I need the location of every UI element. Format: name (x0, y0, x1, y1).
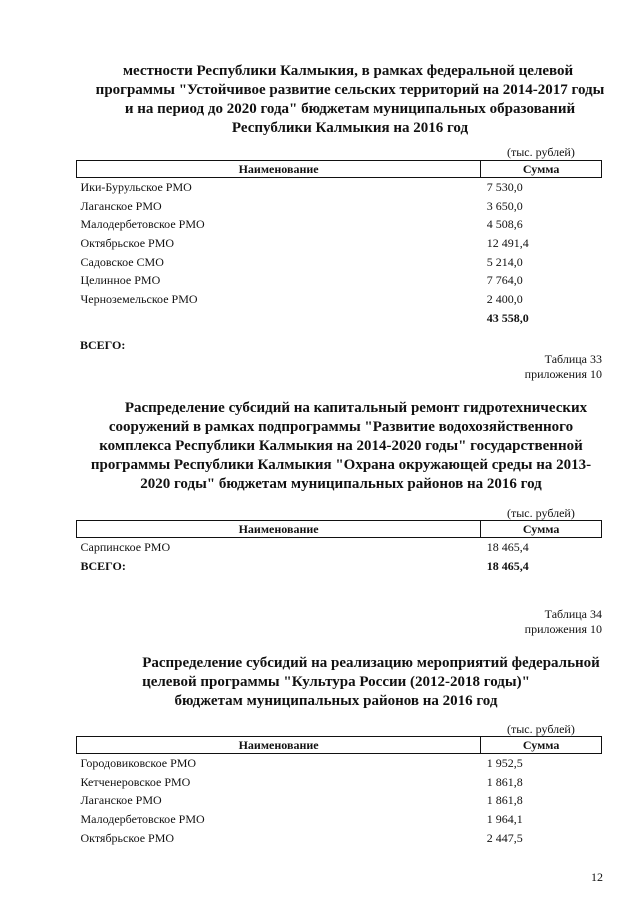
table-row (77, 791, 602, 810)
row-sum: 12 491,4 (486, 235, 529, 250)
table-header-row (77, 737, 602, 754)
row-name: Малодербетовское РМО (80, 217, 205, 232)
table-row (77, 178, 602, 197)
section1-table (76, 160, 602, 328)
table-row (77, 253, 602, 272)
row-sum: 4 508,6 (486, 217, 523, 232)
table-row (77, 234, 602, 253)
table-number: Таблица 34 (544, 607, 602, 621)
section2-title-line: комплекса Республики Калмыкия на 2014-2020 годы" государственной (99, 438, 583, 454)
row-name: Садовское СМО (80, 254, 164, 269)
row-sum: 7 764,0 (486, 273, 523, 288)
table-header-row (77, 161, 602, 178)
section2-title-line: 2020 годы" бюджетам муниципальных районов на 2016 год (140, 476, 542, 492)
row-name: Октябрьское РМО (80, 830, 175, 845)
table-number: Таблица 33 (544, 352, 602, 366)
section2-caption (442, 352, 602, 382)
total-value: 18 465,4 (486, 558, 529, 573)
table-row (77, 197, 602, 216)
row-sum: 1 861,8 (486, 793, 523, 808)
total-value: 43 558,0 (486, 310, 529, 325)
row-sum: 3 650,0 (486, 198, 523, 213)
column-header-name: Наименование (77, 161, 481, 178)
row-sum: 18 465,4 (486, 539, 529, 554)
page-number: 12 (591, 870, 603, 884)
table-row (77, 215, 602, 234)
section2-title (76, 399, 606, 494)
table-row (77, 538, 602, 557)
section1-title (60, 62, 640, 138)
table-row (77, 773, 602, 792)
section2-title-line: Распределение субсидий на капитальный ремонт гидротехнических (124, 400, 588, 416)
section3-unit: (тыс. рублей) (507, 722, 575, 736)
section1-title-line: местности Республики Калмыкия, в рамках федеральной целевой (122, 63, 574, 79)
row-name: Лаганское РМО (80, 793, 162, 808)
total-label: ВСЕГО: (80, 558, 126, 573)
section2-unit: (тыс. рублей) (507, 506, 575, 520)
section3-title-line: Распределение субсидий на реализацию мероприятий федеральной (142, 655, 600, 671)
row-sum: 1 952,5 (486, 755, 523, 770)
section3-table (76, 736, 602, 847)
table-row (77, 290, 602, 309)
section1-title-line: и на период до 2020 года" бюджетам муниципальных образований (124, 101, 576, 117)
table-header-row (77, 521, 602, 538)
appendix-ref: приложения 10 (524, 367, 602, 381)
section2-title-line: программы Республики Калмыкия "Охрана окружающей среды на 2013- (90, 457, 592, 473)
table-row (77, 754, 602, 773)
appendix-ref: приложения 10 (524, 622, 602, 636)
table-row (77, 810, 602, 829)
row-name: Октябрьское РМО (80, 235, 175, 250)
column-header-sum: Сумма (481, 161, 602, 178)
row-name: Черноземельское РМО (80, 291, 198, 306)
row-name: Ики-Бурульское РМО (80, 179, 192, 194)
section3-title-line: бюджетам муниципальных районов на 2016 год (174, 693, 498, 709)
section2-table (76, 520, 602, 575)
row-sum: 1 861,8 (486, 774, 523, 789)
total-row (77, 557, 602, 576)
row-name: Городовиковское РМО (80, 755, 197, 770)
section1-total-label: ВСЕГО: (80, 338, 126, 352)
column-header-name: Наименование (77, 737, 481, 754)
table-row (77, 829, 602, 848)
section1-title-line: Республики Калмыкия на 2016 год (231, 120, 469, 136)
row-sum: 1 964,1 (486, 811, 523, 826)
column-header-sum: Сумма (481, 737, 602, 754)
section1-title-line: программы "Устойчивое развитие сельских территорий на 2014-2017 годы (95, 82, 605, 98)
section2-title-line: сооружений в рамках подпрограммы "Развитие водохозяйственного (108, 419, 574, 435)
column-header-sum: Сумма (481, 521, 602, 538)
row-sum: 7 530,0 (486, 179, 523, 194)
section3-title-line: целевой программы "Культура России (2012-2018 годы)" (142, 674, 530, 690)
table-row (77, 271, 602, 290)
row-name: Сарпинское РМО (80, 539, 171, 554)
row-sum: 5 214,0 (486, 254, 523, 269)
section3-caption (442, 607, 602, 637)
section1-unit: (тыс. рублей) (507, 145, 575, 159)
row-name: Лаганское РМО (80, 198, 162, 213)
section3-title (76, 654, 636, 711)
total-value-row (77, 309, 602, 328)
row-name: Целинное РМО (80, 273, 161, 288)
row-sum: 2 447,5 (486, 830, 523, 845)
row-sum: 2 400,0 (486, 291, 523, 306)
row-name: Малодербетовское РМО (80, 811, 205, 826)
row-name: Кетченеровское РМО (80, 774, 191, 789)
column-header-name: Наименование (77, 521, 481, 538)
